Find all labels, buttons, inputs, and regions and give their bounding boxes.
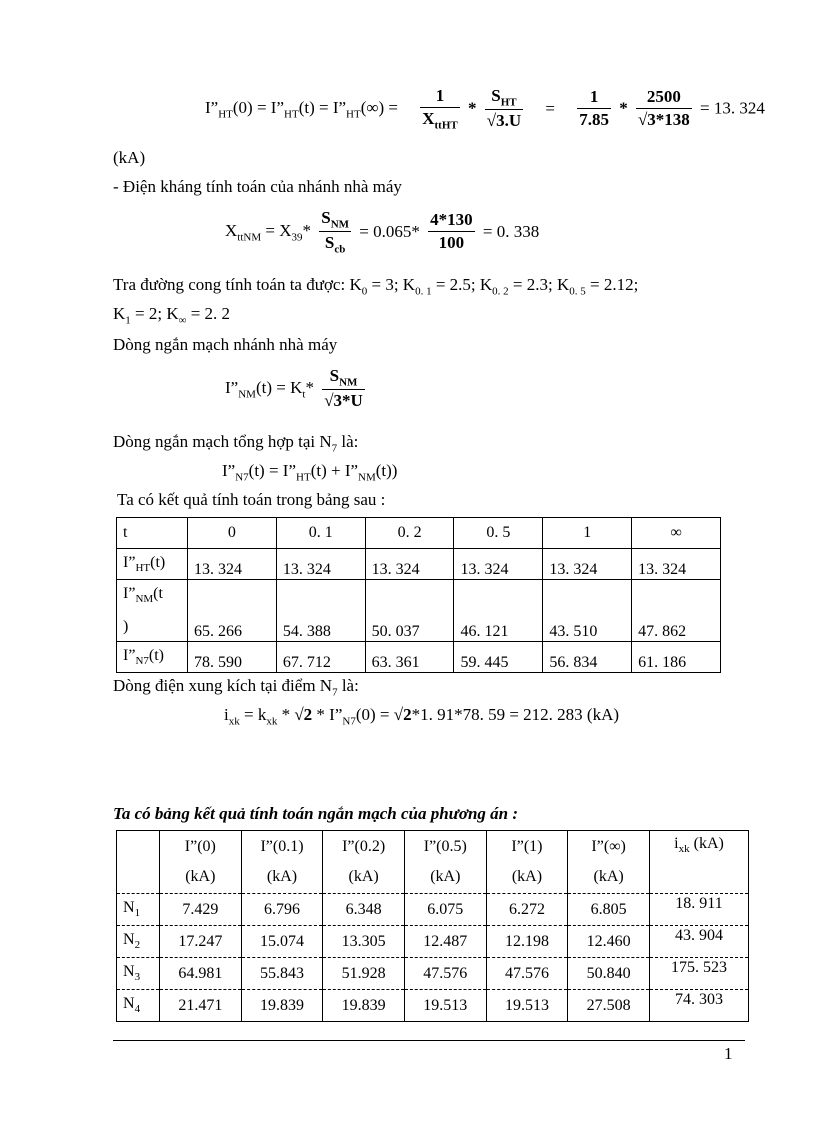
table-cell: 21.471	[160, 990, 242, 1022]
row-label-n3: $N_3$	[117, 958, 160, 990]
table-cell: 54. 388	[276, 580, 365, 642]
equation-in7: $I”_{N7}(t)$ = $I”_{HT}(t)$ + $I”_{NM}(t)$)	[222, 461, 398, 484]
unit-ka: (kA)	[113, 148, 146, 167]
table-row	[117, 642, 721, 673]
para-tong-hop: Dòng ngắn mạch tổng hợp tại $N_7$ là:	[113, 432, 359, 455]
row-label-n4: $N_4$	[117, 990, 160, 1022]
table-cell: 17.247	[160, 926, 242, 958]
table-row	[117, 958, 749, 990]
row-label-iht: $I”_{HT}(t)$	[117, 549, 188, 580]
table-cell: 15.074	[241, 926, 323, 958]
table-cell: 19.513	[404, 990, 486, 1022]
table-cell: 13. 324	[276, 549, 365, 580]
table-header-cell: I”(0.1) (kA)	[241, 831, 323, 894]
table-cell: 67. 712	[276, 642, 365, 673]
equation-inm: $I”_{NM}(t) = K_t*$ $\frac{S_{NM}}{√3*U}$	[225, 366, 363, 411]
table-cell: 12.487	[404, 926, 486, 958]
table-header-cell: I”(0) (kA)	[160, 831, 242, 894]
table-cell: 50.840	[568, 958, 650, 990]
table-cell: 12.460	[568, 926, 650, 958]
table-header-cell: I”(0.5) (kA)	[404, 831, 486, 894]
table-cell-ixk: 43. 904	[650, 926, 749, 958]
table-cell: 13. 324	[365, 549, 454, 580]
table-cell: 13. 324	[632, 549, 721, 580]
table-header-cell: I”(0.2) (kA)	[323, 831, 405, 894]
table-header-cell: 1	[543, 518, 632, 549]
table-cell-ixk: 175. 523	[650, 958, 749, 990]
table-cell: 47.576	[486, 958, 568, 990]
row-label-in7: $I”_{N7}(t)$	[117, 642, 188, 673]
table-cell: 47. 862	[632, 580, 721, 642]
table-header-cell: 0. 1	[276, 518, 365, 549]
table-cell-ixk: 18. 911	[650, 894, 749, 926]
table-header-row	[117, 518, 721, 549]
table-row	[117, 990, 749, 1022]
para-ket-qua: Ta có kết quả tính toán trong bảng sau :	[117, 490, 386, 509]
table-cell: 59. 445	[454, 642, 543, 673]
table-cell: 13. 324	[454, 549, 543, 580]
table-row	[117, 580, 721, 642]
table-header-cell: ∞	[632, 518, 721, 549]
table-cell: 55.843	[241, 958, 323, 990]
table-cell: 12.198	[486, 926, 568, 958]
table-cell: 6.075	[404, 894, 486, 926]
table-cell: 13. 324	[188, 549, 277, 580]
table-cell: 64.981	[160, 958, 242, 990]
table-row	[117, 549, 721, 580]
table-header-cell: I”(1) (kA)	[486, 831, 568, 894]
para-dong-nha-may: Dòng ngắn mạch nhánh nhà máy	[113, 335, 338, 354]
table-header-ixk: $i_{xk}$ (kA)	[650, 831, 749, 894]
results-table-1	[116, 517, 721, 673]
table-cell: 43. 510	[543, 580, 632, 642]
table-header-row	[117, 831, 749, 894]
para-nhanh-nha-may: - Điện kháng tính toán của nhánh nhà máy	[113, 177, 402, 196]
equation-xttnm: $X_{ttNM} = X_{39}*$ $\frac{S_{NM}}{S_{cb}}$ = 0.065* $\frac{4*130}{100}$ = 0. 338	[225, 208, 540, 256]
table-header-cell: t	[117, 518, 188, 549]
table-cell: 6.796	[241, 894, 323, 926]
equation-ht: $I”_{HT}(0)$ = $I”_{HT}(t)$ = $I”_{HT}(\infty)$ = $\frac{1}{X_{ttHT}}$ * $\frac{S_{HT}}{√3.U}$ = $\frac{1}{7.85}$ * $\frac{2500}{√3*138}$ = 13. 324	[205, 86, 765, 132]
table-cell: 13.305	[323, 926, 405, 958]
table-header-cell: 0. 2	[365, 518, 454, 549]
table-row	[117, 894, 749, 926]
table-cell: 6.805	[568, 894, 650, 926]
para-xung-kich: Dòng điện xung kích tại điểm $N_7$ là:	[113, 676, 359, 699]
table-header-cell-empty	[117, 831, 160, 894]
table-cell: 13. 324	[543, 549, 632, 580]
para-tra-duong-cong-2: $K_1 = 2$; $K_\infty = 2$. 2	[113, 304, 231, 327]
row-label-inm: $I”_{NM}(t$ )	[117, 580, 188, 642]
table-cell: 7.429	[160, 894, 242, 926]
table-cell: 63. 361	[365, 642, 454, 673]
row-label-n2: $N_2$	[117, 926, 160, 958]
table-cell: 19.839	[241, 990, 323, 1022]
table-cell: 27.508	[568, 990, 650, 1022]
table-cell: 6.348	[323, 894, 405, 926]
table-cell: 65. 266	[188, 580, 277, 642]
equation-ixk: $i_{xk} = k_{xk} * √2$ * $I”_{N7}(0) = √2*1$. 91*78. 59 = 212. 283 (kA)	[224, 705, 620, 728]
footer-rule	[113, 1040, 745, 1041]
table-cell: 6.272	[486, 894, 568, 926]
table-header-cell: 0	[188, 518, 277, 549]
table-header-cell: 0. 5	[454, 518, 543, 549]
table-header-cell: I”(∞) (kA)	[568, 831, 650, 894]
table-cell: 56. 834	[543, 642, 632, 673]
table-cell: 51.928	[323, 958, 405, 990]
heading-ket-qua-ngan-mach: Ta có bảng kết quả tính toán ngắn mạch của phương án :	[113, 804, 519, 823]
table-row	[117, 926, 749, 958]
table-cell: 46. 121	[454, 580, 543, 642]
page-number: 1	[724, 1044, 733, 1063]
table-cell: 19.513	[486, 990, 568, 1022]
table-cell: 47.576	[404, 958, 486, 990]
para-tra-duong-cong: Tra đường cong tính toán ta được: $K_0 = 3$; $K_{0. 1} = 2.5$; $K_{0. 2} = 2.3$; $K_{0. 5} = 2.12$;	[113, 275, 639, 298]
table-cell: 19.839	[323, 990, 405, 1022]
table-cell: 50. 037	[365, 580, 454, 642]
table-cell-ixk: 74. 303	[650, 990, 749, 1022]
row-label-n1: $N_1$	[117, 894, 160, 926]
results-table-2	[116, 830, 749, 1022]
table-cell: 78. 590	[188, 642, 277, 673]
table-cell: 61. 186	[632, 642, 721, 673]
